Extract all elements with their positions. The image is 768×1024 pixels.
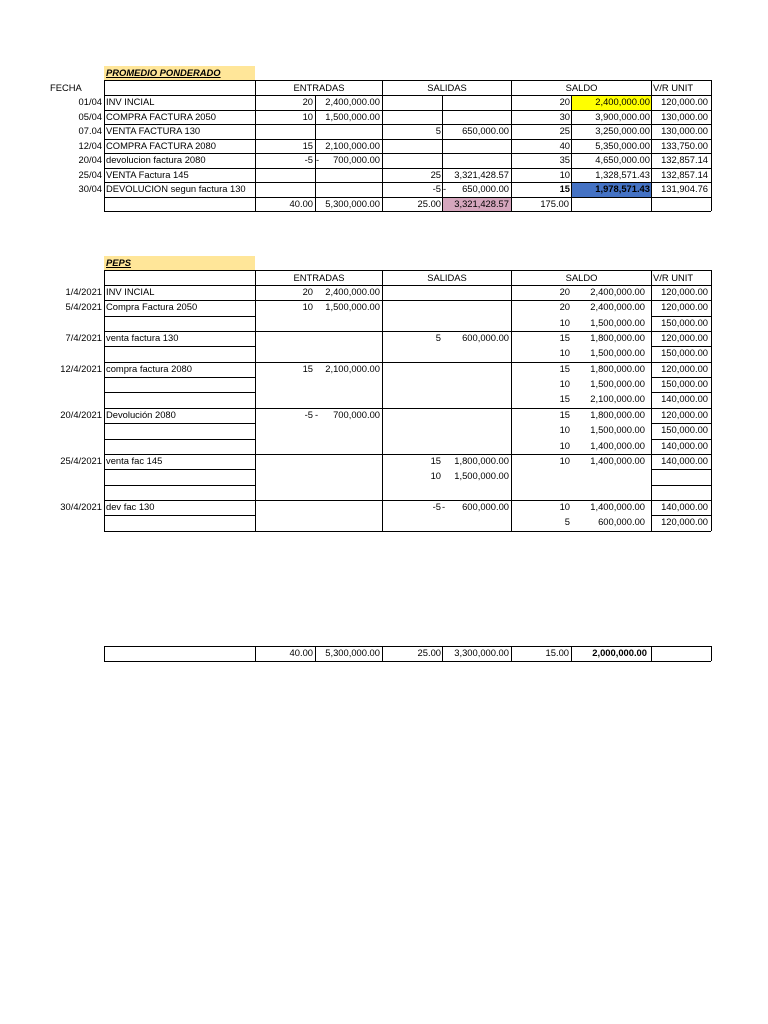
total-entradas-qty[interactable]: 40.00 bbox=[289, 197, 313, 209]
cell-fecha[interactable]: 05/04 bbox=[78, 110, 102, 122]
fecha-label[interactable]: FECHA bbox=[50, 82, 82, 93]
cell-saldo-value[interactable]: 1,800,000.00 bbox=[590, 408, 645, 420]
cell-saldo-value[interactable]: 1,328,571.43 bbox=[595, 168, 650, 180]
cell-vr-unit[interactable]: 140,000.00 bbox=[661, 454, 708, 466]
grid-line bbox=[104, 211, 711, 212]
cell-vr-unit[interactable]: 150,000.00 bbox=[661, 347, 708, 359]
cell-saldo-qty[interactable]: 10 bbox=[559, 500, 570, 512]
cell-salidas-qty[interactable]: 10 bbox=[430, 470, 441, 482]
cell-vr-unit[interactable]: 120,000.00 bbox=[661, 96, 708, 107]
cell-vr-unit[interactable]: 150,000.00 bbox=[661, 316, 708, 328]
cell-saldo-qty[interactable]: 20 bbox=[559, 96, 570, 107]
cell-vr-unit[interactable]: 120,000.00 bbox=[661, 301, 708, 313]
cell-saldo-qty[interactable]: 25 bbox=[559, 125, 570, 136]
cell-saldo-value[interactable]: 5,350,000.00 bbox=[595, 139, 650, 151]
cell-vr-unit[interactable]: 140,000.00 bbox=[661, 393, 708, 405]
cell-vr-unit[interactable]: 140,000.00 bbox=[661, 500, 708, 512]
cell-desc[interactable]: DEVOLUCION segun factura 130 bbox=[106, 183, 246, 194]
grid-line bbox=[104, 377, 255, 378]
cell-vr-unit[interactable]: 130,000.00 bbox=[661, 125, 708, 136]
cell-saldo-value[interactable]: 2,400,000.00 bbox=[590, 301, 645, 313]
grid-line bbox=[511, 80, 512, 211]
header-salidas[interactable]: SALIDAS bbox=[427, 82, 467, 93]
cell-vr-unit[interactable]: 120,000.00 bbox=[661, 516, 708, 528]
total-salidas-value[interactable]: 3,321,428.57 bbox=[454, 197, 509, 209]
cell-vr-unit[interactable]: 130,000.00 bbox=[661, 110, 708, 122]
cell-saldo-value[interactable]: 2,400,000.00 bbox=[595, 96, 650, 107]
grid-line bbox=[511, 270, 512, 531]
cell-saldo-value[interactable]: 1,500,000.00 bbox=[590, 424, 645, 436]
grid-line bbox=[711, 646, 712, 661]
table-title[interactable]: PROMEDIO PONDERADO bbox=[106, 67, 221, 78]
cell-salidas-qty[interactable]: 5 bbox=[435, 332, 441, 344]
cell-salidas-value[interactable]: 600,000.00 bbox=[462, 332, 509, 344]
cell-fecha[interactable]: 25/04 bbox=[78, 168, 102, 180]
cell-fecha[interactable]: 30/04 bbox=[78, 183, 102, 194]
cell-entradas-value[interactable]: 2,400,000.00 bbox=[325, 96, 380, 107]
cell-fecha[interactable]: 07.04 bbox=[78, 125, 102, 136]
cell-saldo-value[interactable]: 1,400,000.00 bbox=[590, 439, 645, 451]
cell-entradas-value[interactable]: 2,100,000.00 bbox=[325, 362, 380, 374]
dash-mark: - bbox=[315, 408, 319, 420]
cell-desc[interactable]: Compra Factura 2050 bbox=[106, 301, 198, 313]
cell-entradas-qty[interactable]: -5 bbox=[304, 154, 313, 165]
cell-fecha[interactable]: 30/4/2021 bbox=[60, 500, 102, 512]
grid-line bbox=[382, 80, 383, 211]
cell-saldo-value[interactable]: 2,400,000.00 bbox=[590, 286, 645, 297]
cell-vr-unit[interactable]: 120,000.00 bbox=[661, 362, 708, 374]
cell-entradas-value[interactable]: 1,500,000.00 bbox=[325, 301, 380, 313]
cell-desc[interactable]: dev fac 130 bbox=[106, 500, 155, 512]
cell-saldo-value[interactable]: 4,650,000.00 bbox=[595, 154, 650, 165]
cell-desc[interactable]: devolucion factura 2080 bbox=[106, 154, 206, 165]
total-saldo-value[interactable]: 2,000,000.00 bbox=[592, 647, 647, 658]
cell-vr-unit[interactable]: 132,857.14 bbox=[661, 168, 708, 180]
cell-desc[interactable]: INV INCIAL bbox=[106, 96, 155, 107]
cell-saldo-qty[interactable]: 5 bbox=[564, 516, 570, 528]
cell-saldo-value[interactable]: 1,500,000.00 bbox=[590, 316, 645, 328]
cell-saldo-value[interactable]: 1,978,571.43 bbox=[595, 183, 650, 194]
cell-vr-unit[interactable]: 140,000.00 bbox=[661, 439, 708, 451]
grid-line bbox=[315, 646, 316, 661]
cell-saldo-qty[interactable]: 15 bbox=[559, 362, 570, 374]
grid-line bbox=[382, 646, 383, 661]
cell-entradas-value[interactable]: 2,400,000.00 bbox=[325, 286, 380, 297]
grid-line bbox=[382, 270, 383, 531]
cell-desc[interactable]: venta factura 130 bbox=[106, 332, 179, 344]
cell-saldo-qty[interactable]: 40 bbox=[559, 139, 570, 151]
grid-line bbox=[104, 392, 255, 393]
grid-line bbox=[651, 531, 711, 532]
header-entradas[interactable]: ENTRADAS bbox=[293, 82, 345, 93]
total-entradas-value[interactable]: 5,300,000.00 bbox=[325, 197, 380, 209]
grid-line bbox=[104, 270, 105, 531]
cell-saldo-value[interactable]: 1,800,000.00 bbox=[590, 332, 645, 344]
header-salidas[interactable]: SALIDAS bbox=[427, 272, 467, 283]
grid-line bbox=[104, 646, 105, 661]
cell-desc[interactable]: venta fac 145 bbox=[106, 454, 163, 466]
cell-vr-unit[interactable]: 120,000.00 bbox=[661, 408, 708, 420]
cell-entradas-value[interactable]: 700,000.00 bbox=[333, 408, 380, 420]
cell-saldo-qty[interactable]: 20 bbox=[559, 286, 570, 297]
grid-line bbox=[651, 646, 652, 661]
total-salidas-value[interactable]: 3,300,000.00 bbox=[454, 647, 509, 658]
cell-vr-unit[interactable]: 132,857.14 bbox=[661, 154, 708, 165]
cell-desc[interactable]: COMPRA FACTURA 2050 bbox=[106, 110, 216, 122]
cell-fecha[interactable]: 5/4/2021 bbox=[65, 301, 102, 313]
cell-salidas-qty[interactable]: -5 bbox=[432, 500, 441, 512]
cell-saldo-value[interactable]: 1,500,000.00 bbox=[590, 347, 645, 359]
cell-saldo-qty[interactable]: 15 bbox=[559, 332, 570, 344]
total-entradas-qty[interactable]: 40.00 bbox=[289, 647, 313, 658]
cell-saldo-qty[interactable]: 15 bbox=[559, 393, 570, 405]
cell-saldo-qty[interactable]: 15 bbox=[559, 183, 570, 194]
cell-saldo-qty[interactable]: 10 bbox=[559, 439, 570, 451]
cell-vr-unit[interactable]: 150,000.00 bbox=[661, 378, 708, 390]
grid-line bbox=[651, 270, 652, 531]
cell-entradas-qty[interactable]: 10 bbox=[302, 301, 313, 313]
cell-saldo-value[interactable]: 2,100,000.00 bbox=[590, 393, 645, 405]
cell-fecha[interactable]: 7/4/2021 bbox=[65, 332, 102, 344]
cell-saldo-value[interactable]: 1,800,000.00 bbox=[590, 362, 645, 374]
cell-entradas-value[interactable]: 700,000.00 bbox=[333, 154, 380, 165]
cell-saldo-value[interactable]: 1,400,000.00 bbox=[590, 500, 645, 512]
cell-saldo-qty[interactable]: 10 bbox=[559, 454, 570, 466]
cell-vr-unit[interactable]: 133,750.00 bbox=[661, 139, 708, 151]
total-salidas-qty[interactable]: 25.00 bbox=[417, 647, 441, 658]
grid-line bbox=[571, 95, 572, 211]
cell-saldo-qty[interactable]: 20 bbox=[559, 301, 570, 313]
cell-saldo-value[interactable]: 3,250,000.00 bbox=[595, 125, 650, 136]
grid-line bbox=[104, 80, 711, 81]
grid-line bbox=[104, 80, 105, 211]
cell-salidas-qty[interactable]: -5 bbox=[432, 183, 441, 194]
cell-fecha[interactable]: 12/04 bbox=[78, 139, 102, 151]
total-salidas-qty[interactable]: 25.00 bbox=[417, 197, 441, 209]
cell-vr-unit[interactable]: 150,000.00 bbox=[661, 424, 708, 436]
cell-entradas-value[interactable]: 1,500,000.00 bbox=[325, 110, 380, 122]
cell-fecha[interactable]: 20/4/2021 bbox=[60, 408, 102, 420]
cell-desc[interactable]: Devolución 2080 bbox=[106, 408, 176, 420]
cell-desc[interactable]: VENTA FACTURA 130 bbox=[106, 125, 201, 136]
grid-line bbox=[104, 423, 255, 424]
grid-line bbox=[104, 661, 711, 662]
cell-desc[interactable]: compra factura 2080 bbox=[106, 362, 192, 374]
cell-desc[interactable]: INV INCIAL bbox=[106, 286, 155, 297]
cell-saldo-value[interactable]: 600,000.00 bbox=[598, 516, 645, 528]
grid-line bbox=[104, 346, 255, 347]
cell-saldo-qty[interactable]: 35 bbox=[559, 154, 570, 165]
grid-line bbox=[651, 469, 711, 470]
cell-vr-unit[interactable]: 120,000.00 bbox=[661, 286, 708, 297]
cell-desc[interactable]: COMPRA FACTURA 2080 bbox=[106, 139, 216, 151]
cell-entradas-qty[interactable]: 15 bbox=[302, 362, 313, 374]
grid-line bbox=[104, 531, 255, 532]
total-saldo-qty[interactable]: 15.00 bbox=[545, 647, 569, 658]
grid-line bbox=[104, 316, 255, 317]
total-saldo-qty[interactable]: 175.00 bbox=[540, 197, 569, 209]
cell-salidas-value[interactable]: 1,800,000.00 bbox=[454, 454, 509, 466]
cell-saldo-qty[interactable]: 15 bbox=[559, 408, 570, 420]
total-entradas-value[interactable]: 5,300,000.00 bbox=[325, 647, 380, 658]
grid-line bbox=[651, 80, 652, 211]
cell-entradas-qty[interactable]: 20 bbox=[302, 286, 313, 297]
cell-saldo-value[interactable]: 3,900,000.00 bbox=[595, 110, 650, 122]
header-vr-unit[interactable]: V/R UNIT bbox=[653, 82, 694, 93]
cell-saldo-qty[interactable]: 10 bbox=[559, 347, 570, 359]
grid-line bbox=[651, 485, 711, 486]
cell-fecha[interactable]: 20/04 bbox=[78, 154, 102, 165]
grid-line bbox=[711, 80, 712, 211]
header-saldo[interactable]: SALDO bbox=[565, 272, 598, 283]
header-saldo[interactable]: SALDO bbox=[565, 82, 598, 93]
cell-fecha[interactable]: 01/04 bbox=[78, 96, 102, 107]
header-entradas[interactable]: ENTRADAS bbox=[293, 272, 345, 283]
cell-entradas-value[interactable]: 2,100,000.00 bbox=[325, 139, 380, 151]
cell-saldo-qty[interactable]: 10 bbox=[559, 316, 570, 328]
cell-salidas-qty[interactable]: 15 bbox=[430, 454, 441, 466]
cell-entradas-qty[interactable]: -5 bbox=[304, 408, 313, 420]
dash-mark: - bbox=[316, 154, 320, 165]
cell-fecha[interactable]: 1/4/2021 bbox=[65, 286, 102, 297]
dash-mark: - bbox=[442, 500, 446, 512]
cell-saldo-value[interactable]: 1,500,000.00 bbox=[590, 378, 645, 390]
grid-line bbox=[104, 515, 255, 516]
cell-salidas-value[interactable]: 1,500,000.00 bbox=[454, 470, 509, 482]
cell-desc[interactable]: VENTA Factura 145 bbox=[106, 168, 189, 180]
cell-saldo-qty[interactable]: 10 bbox=[559, 168, 570, 180]
cell-vr-unit[interactable]: 131,904.76 bbox=[661, 183, 708, 194]
cell-saldo-value[interactable]: 1,400,000.00 bbox=[590, 454, 645, 466]
dash-mark: - bbox=[443, 183, 447, 194]
cell-saldo-qty[interactable]: 10 bbox=[559, 424, 570, 436]
grid-line bbox=[104, 469, 255, 470]
cell-fecha[interactable]: 25/4/2021 bbox=[60, 454, 102, 466]
grid-line bbox=[104, 439, 255, 440]
grid-line bbox=[711, 270, 712, 531]
cell-saldo-qty[interactable]: 10 bbox=[559, 378, 570, 390]
cell-salidas-qty[interactable]: 5 bbox=[435, 125, 441, 136]
header-vr-unit[interactable]: V/R UNIT bbox=[653, 272, 694, 283]
cell-entradas-qty[interactable]: 20 bbox=[302, 96, 313, 107]
grid-line bbox=[104, 270, 711, 271]
grid-line bbox=[442, 646, 443, 661]
cell-vr-unit[interactable]: 120,000.00 bbox=[661, 332, 708, 344]
cell-salidas-value[interactable]: 600,000.00 bbox=[462, 500, 509, 512]
cell-saldo-qty[interactable]: 30 bbox=[559, 110, 570, 122]
cell-fecha[interactable]: 12/4/2021 bbox=[60, 362, 102, 374]
table-title[interactable]: PEPS bbox=[106, 257, 132, 268]
cell-salidas-value[interactable]: 650,000.00 bbox=[462, 125, 509, 136]
cell-salidas-qty[interactable]: 25 bbox=[430, 168, 441, 180]
grid-line bbox=[255, 531, 651, 532]
cell-salidas-value[interactable]: 3,321,428.57 bbox=[454, 168, 509, 180]
grid-line bbox=[104, 485, 255, 486]
cell-salidas-value[interactable]: 650,000.00 bbox=[462, 183, 509, 194]
cell-entradas-qty[interactable]: 10 bbox=[302, 110, 313, 122]
cell-entradas-qty[interactable]: 15 bbox=[302, 139, 313, 151]
